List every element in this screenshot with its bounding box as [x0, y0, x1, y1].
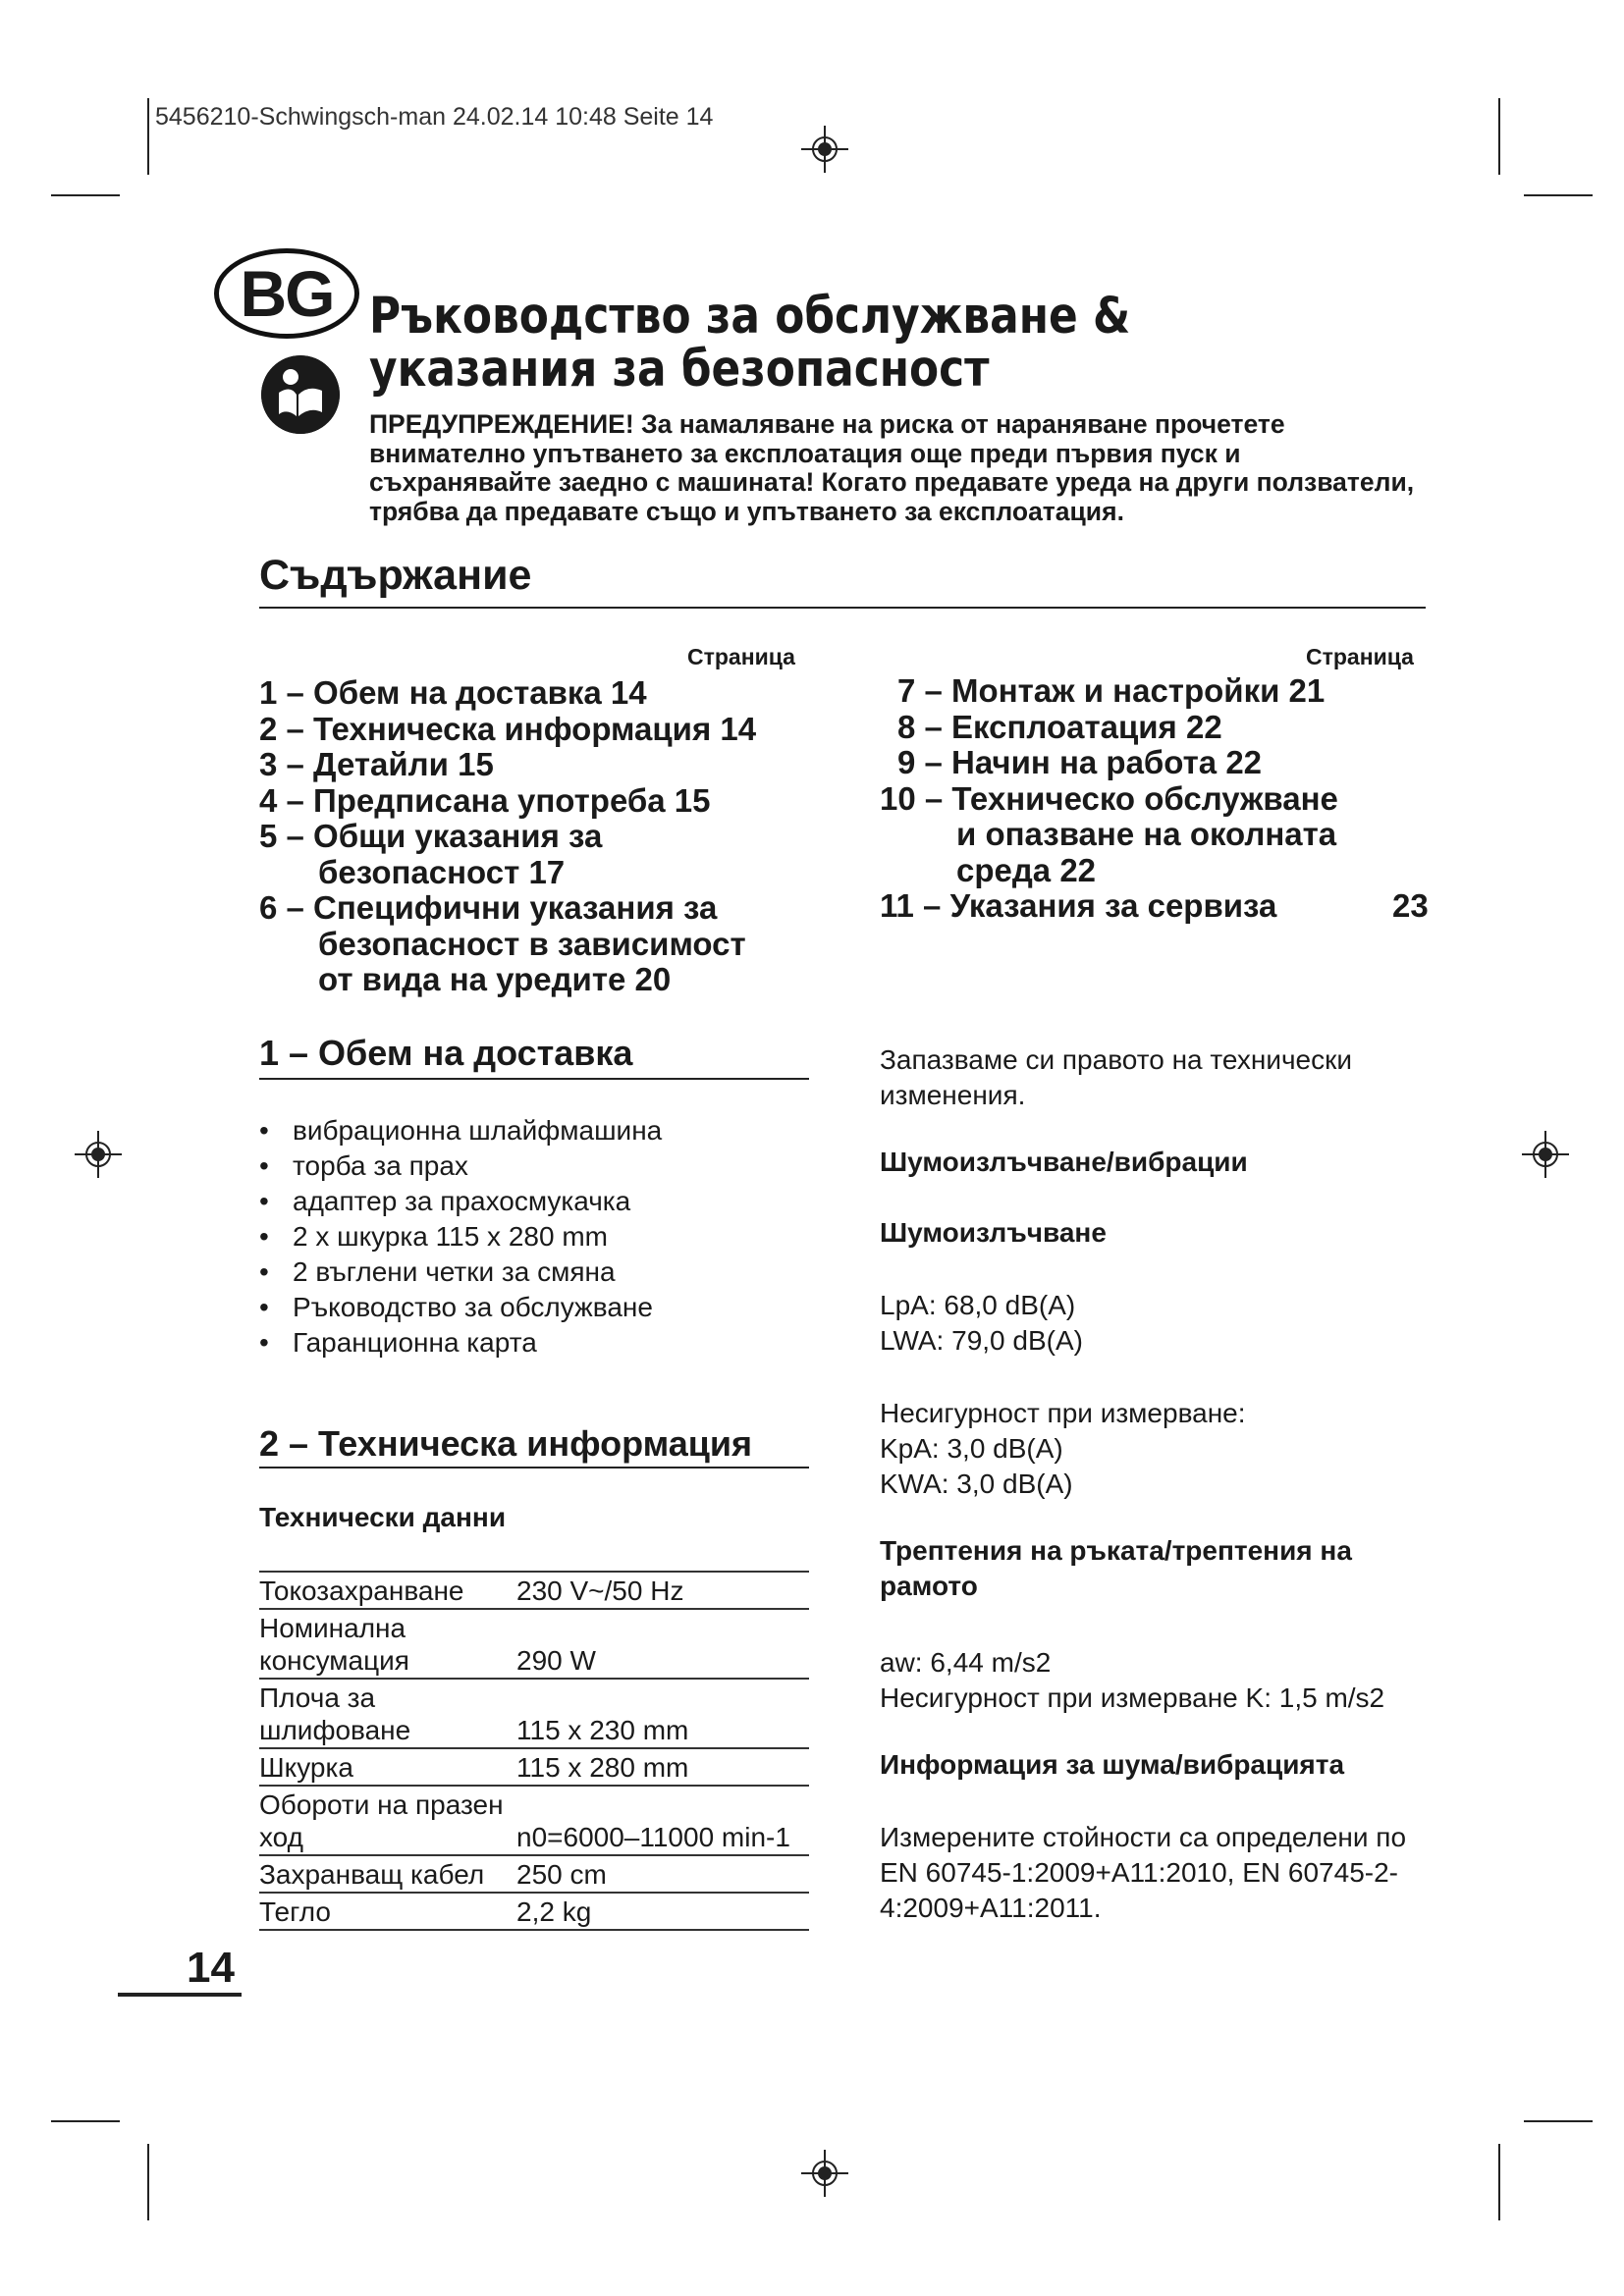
page-number: 14 [187, 1944, 235, 1992]
toc-entry[interactable]: 10 – Техническо обслужване и опазване на околната среда 22 [880, 779, 1338, 888]
toc-entry[interactable]: 5 – Общи указания за безопасност 17 [259, 818, 603, 890]
list-item: • Ръководство за обслужване [259, 1290, 662, 1325]
table-row: Обороти на празен ход n0=6000–11000 min-1 [259, 1786, 809, 1855]
table-row: Токозахранване 230 V~/50 Hz [259, 1572, 809, 1609]
table-row: Шкурка 115 x 280 mm [259, 1748, 809, 1786]
divider [259, 1078, 809, 1080]
country-badge: BG [214, 248, 359, 339]
section-heading: 2 – Техническа информация [259, 1423, 753, 1464]
divider [259, 607, 1426, 609]
kpa-value: KpA: 3,0 dB(A) [880, 1433, 1063, 1464]
toc-left [259, 675, 819, 998]
subheading: Трептения на ръката/трептения на рамото [880, 1535, 1352, 1601]
crop-mark [147, 98, 149, 175]
toc-right [880, 673, 1439, 925]
crop-mark [1498, 2144, 1500, 2220]
table-row: Номинална консумация 290 W [259, 1609, 809, 1679]
info-text: Измерените стойности са определени по EN 60745-1:2009+A11:2010, EN 60745-2-4:2009+A11:2011. [880, 1822, 1407, 1923]
registration-mark [801, 2150, 848, 2197]
table-row: Захранващ кабел 250 cm [259, 1855, 809, 1893]
toc-entry[interactable]: 4 – Предписана употреба 15 [259, 781, 711, 819]
crop-mark [1524, 2120, 1593, 2122]
toc-entry[interactable]: 8 – Експлоатация 22 [897, 708, 1222, 745]
toc-heading: Съдържание [259, 552, 532, 599]
subheading: Шумоизлъчване [880, 1217, 1107, 1248]
table-row: Плоча за шлифоване 115 x 230 mm [259, 1679, 809, 1748]
toc-entry[interactable]: 1 – Обем на доставка 14 [259, 674, 647, 711]
delivery-list [259, 1113, 662, 1361]
divider [259, 1467, 809, 1468]
page-title: Ръководство за обслужване & указания за безопасност [369, 288, 1131, 399]
list-item: • Гаранционна карта [259, 1325, 662, 1361]
toc-entry[interactable]: 3 – Детайли 15 [259, 746, 494, 782]
table-row: Тегло 2,2 kg [259, 1893, 809, 1930]
toc-page-label: Страница [1306, 644, 1414, 669]
toc-page-label: Страница [687, 644, 795, 669]
aw-value: aw: 6,44 m/s2 [880, 1647, 1052, 1678]
uncertainty-label: Несигурност при измерване: [880, 1398, 1246, 1428]
list-item: • торба за прах [259, 1148, 662, 1184]
toc-entry[interactable]: 7 – Монтаж и настройки 21 [897, 672, 1326, 709]
list-item: • 2 x шкурка 115 x 280 mm [259, 1219, 662, 1255]
subheading: Шумоизлъчване/вибрации [880, 1147, 1248, 1177]
spec-table [259, 1571, 809, 1931]
list-item: • 2 въглени четки за смяна [259, 1255, 662, 1290]
toc-entry[interactable]: 2 – Техническа информация 14 [259, 710, 757, 747]
registration-mark [1522, 1131, 1569, 1178]
list-item: • адаптер за прахосмукачка [259, 1184, 662, 1219]
k-uncertainty: Несигурност при измерване K: 1,5 m/s2 [880, 1682, 1385, 1713]
crop-mark [1524, 194, 1593, 196]
crop-mark [147, 2144, 149, 2220]
kwa-value: KWA: 3,0 dB(A) [880, 1468, 1073, 1499]
crop-mark [51, 2120, 120, 2122]
registration-mark [801, 126, 848, 173]
reserve-note: Запазваме си правото на технически изменения. [880, 1044, 1353, 1110]
page-number-rule [118, 1993, 242, 1997]
toc-entry[interactable]: 6 – Специфични указания за безопасност в зависимост от вида на уредите 20 [259, 889, 746, 997]
lpa-value: LpA: 68,0 dB(A) [880, 1290, 1076, 1320]
section-heading: 1 – Обем на доставка [259, 1033, 633, 1073]
crop-mark [51, 194, 120, 196]
toc-entry[interactable]: 11 – Указания за сервиза 23 [880, 887, 1429, 924]
subheading: Технически данни [259, 1502, 507, 1532]
subheading: Информация за шума/вибрацията [880, 1749, 1345, 1780]
lwa-value: LWA: 79,0 dB(A) [880, 1325, 1083, 1356]
print-header: 5456210-Schwingsch-man 24.02.14 10:48 Seite 14 [155, 103, 714, 131]
toc-entry[interactable]: 9 – Начин на работа 22 [897, 744, 1263, 780]
registration-mark [75, 1131, 122, 1178]
list-item: • вибрационна шлайфмашина [259, 1113, 662, 1148]
warning-text: ПРЕДУПРЕЖДЕНИЕ! За намаляване на риска от нараняване прочетете внимателно упътването за експлоатация още преди първия пуск и съхранявайте заедно с машината! Когато предавате уреда на други ползватели, трябва да предавате също и упътването за експлоатация. [369, 409, 1415, 526]
crop-mark [1498, 98, 1500, 175]
read-manual-icon [261, 355, 340, 434]
